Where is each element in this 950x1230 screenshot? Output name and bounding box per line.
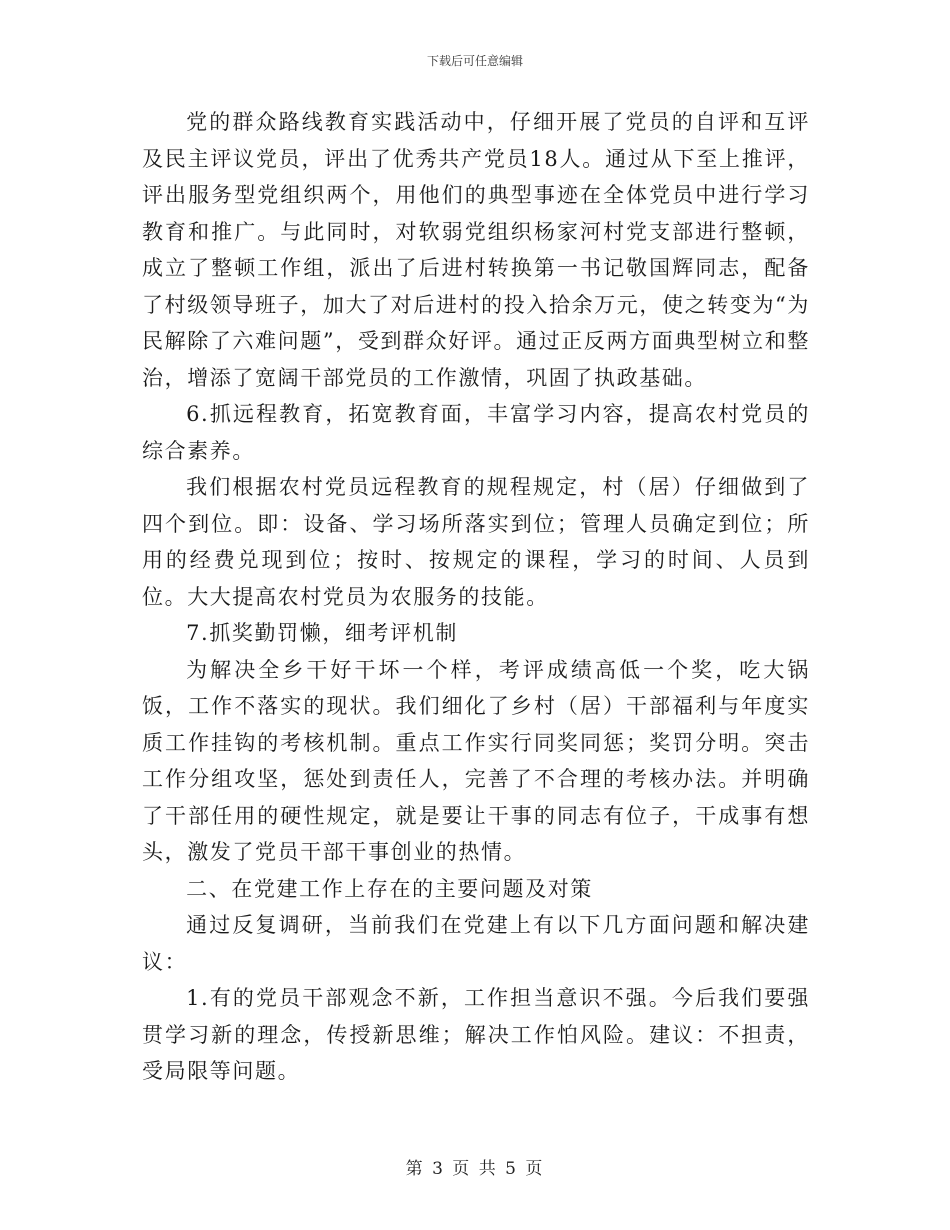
paragraph-heading-rewards: 7.抓奖勤罚懒，细考评机制 [186, 621, 458, 645]
paragraph-heading-remote-education: 6.抓远程教育，拓宽教育面，丰富学习内容，提高农村党员的综合素养。 [142, 402, 810, 463]
page-number-footer: 第 3 页 共 5 页 [405, 1159, 545, 1179]
paragraph-research-intro: 通过反复调研，当前我们在党建上有以下几方面问题和解决建议： [142, 913, 810, 974]
page-header-note: 下载后可任意编辑 [426, 54, 523, 68]
section-heading-problems: 二、在党建工作上存在的主要问题及对策 [186, 876, 593, 901]
paragraph-party-review: 党的群众路线教育实践活动中，仔细开展了党员的自评和互评及民主评议党员，评出了优秀共产党员18人。通过从下至上推评，评出服务型党组织两个，用他们的典型事迹在全体党员中进行学习教育和推广。与此同时，对软弱党组织杨家河村党支部进行整顿，成立了整顿工作组，派出了后进村转换第一书记敬国辉同志，配备了村级领导班子，加大了对后进村的投入拾余万元，使之转变为“为民解除了六难问题”，受到群众好评。通过正反两方面典型树立和整治，增添了宽阔干部党员的工作激情，巩固了执政基础。 [142, 110, 810, 390]
document-body [142, 104, 810, 1090]
paragraph-rewards: 为解决全乡干好干坏一个样，考评成绩高低一个奖，吃大锅饭，工作不落实的现状。我们细化了乡村（居）干部福利与年度实质工作挂钩的考核机制。重点工作实行同奖同惩；奖罚分明。突击工作分组攻坚，惩处到责任人，完善了不合理的考核办法。并明确了干部任用的硬性规定，就是要让干事的同志有位子，干成事有想头，激发了党员干部干事创业的热情。 [142, 657, 810, 864]
paragraph-remote-education: 我们根据农村党员远程教育的规程规定，村（居）仔细做到了四个到位。即：设备、学习场所落实到位；管理人员确定到位；所用的经费兑现到位；按时、按规定的课程，学习的时间、人员到位。大大提高农村党员为农服务的技能。 [142, 475, 810, 609]
paragraph-problem-1: 1.有的党员干部观念不新，工作担当意识不强。今后我们要强贯学习新的理念，传授新思维；解决工作怕风险。建议：不担责，受局限等问题。 [142, 986, 810, 1083]
